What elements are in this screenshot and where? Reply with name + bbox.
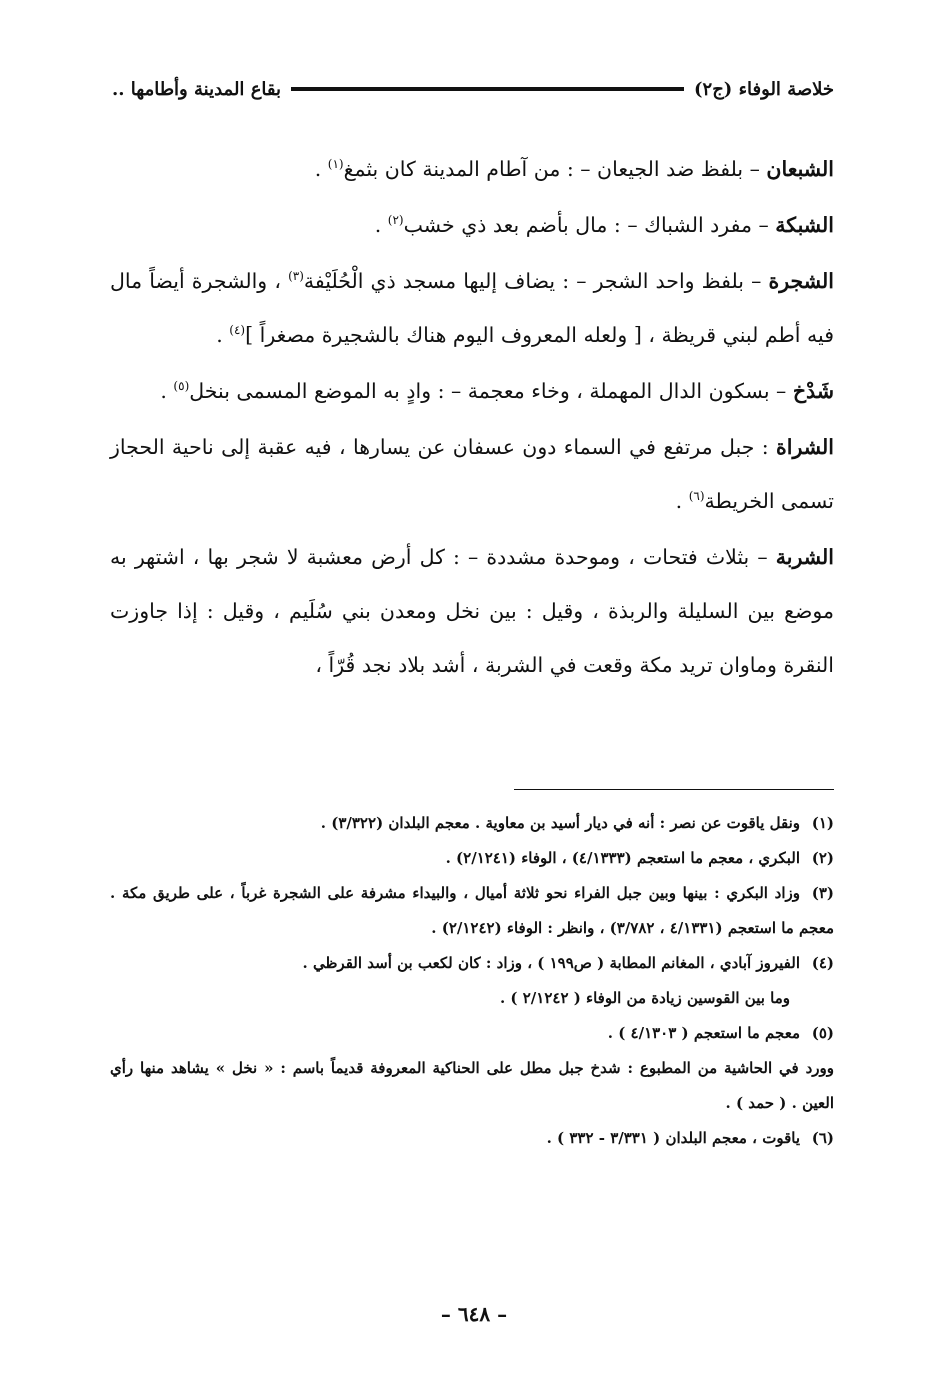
footnotes [110,806,834,1156]
footnote-number: (٤) [811,954,834,972]
footnote-text: وزاد البكري : بينها وبين جبل الفراء نحو ثلاثة أميال ، والبيداء مشرفة على الشجرة غرباً ، على طريق مكة . معجم ما استعجم (٤/١٣٣١ ، ٣/٧٨٢) ، وانظر : الوفاء (٢/١٢٤٢) . [110,884,834,937]
footnote-text: معجم ما استعجم ( ٤/١٣٠٣ ) . [607,1024,800,1042]
footnote-3 [110,876,834,946]
entry-head: الشربة [775,545,834,569]
page-number: – ٦٤٨ – [440,1302,508,1326]
entry-tail: . [314,157,328,181]
entry-tail: . [216,323,230,347]
entry-text: – بثلاث فتحات ، وموحدة مشددة – : كل أرض معشبة لا شجر بها ، اشتهر به موضع بين السليلة والربذة ، وقيل : بين نخل ومعدن بني سُلَيم ، وقيل : إذا جاوزت النقرة وماوان تريد مكة وقعت في الشربة ، أشد بلاد نجد قُرّاً ، [110,545,834,677]
entry-shadkh [110,364,834,418]
entry-sharaba [110,530,834,692]
footnote-text: الفيروز آبادي ، المغانم المطابة ( ص١٩٩ ) ، وزاد : كان لكعب بن أسد القرظي . [302,954,800,972]
footnote-number: (٣) [811,884,834,902]
entry-shabaka [110,198,834,252]
footnote-ref: (٤) [229,323,246,338]
footnote-number: (٦) [811,1129,834,1147]
book-title: خلاصة الوفاء (ج٢) [693,78,834,100]
footnote-text: ونقل ياقوت عن نصر : أنه في ديار أسيد بن معاوية . معجم البلدان (٣/٣٢٢) . [320,814,800,832]
footnote-ref: (٣) [288,269,304,284]
entry-head: شَدْخ [792,379,834,403]
footnote-5 [110,1016,834,1051]
entry-head: الشبكة [775,213,834,237]
entry-tail: ، والشجرة أيضاً مال فيه أطم لبني قريظة ، [ ولعله المعروف اليوم هناك بالشجيرة مصغراً ] [110,269,834,347]
entry-text: – مفرد الشباك – : مال بأضم بعد ذي خشب [403,213,776,237]
footnote-4-continuation: وما بين القوسين زيادة من الوفاء ( ٢/١٢٤٢ ) . [499,989,790,1007]
entry-head: الشجرة [768,269,834,293]
footnote-ref: (٥) [173,379,190,394]
entry-shabaan [110,142,834,196]
entry-head: الشراة [776,435,834,459]
footnote-2 [110,841,834,876]
entry-text: : جبل مرتفع في السماء دون عسفان عن يسارها ، فيه عقبة إلى ناحية الحجاز تسمى الخريطة [110,435,834,513]
footnote-text: ياقوت ، معجم البلدان ( ٣/٣٣١ - ٣٣٢ ) . [546,1129,800,1147]
running-header [112,72,834,106]
entry-tail: . [675,489,689,513]
header-rule [291,87,684,91]
entry-tail: . [160,379,174,403]
footnote-divider [514,789,834,790]
footnote-ref: (١) [327,157,344,172]
footnote-5-continuation: وورد في الحاشية من المطبوع : شدخ جبل مطل على الحناكية المعروفة قديماً باسم : « نخل » يشاهد منها رأي العين . ( حمد ) . [110,1059,834,1112]
footnote-number: (٥) [811,1024,834,1042]
entry-text: – بلفظ ضد الجيعان – : من آطام المدينة كان بثمغ [343,157,767,181]
main-text [110,142,834,694]
footnote-number: (١) [811,814,834,832]
entry-shurah [110,420,834,528]
footnote-text: البكري ، معجم ما استعجم (٤/١٣٣٣) ، الوفاء (٢/١٢٤١) . [445,849,800,867]
entry-text: – بسكون الدال المهملة ، وخاء معجمة – : وادٍ به الموضع المسمى بنخل [189,379,793,403]
entry-shajara [110,254,834,362]
footnote-1 [110,806,834,841]
footnote-4 [110,946,834,981]
entry-text: – بلفظ واحد الشجر – : يضاف إليها مسجد ذي الْحُلَيْفة [303,269,769,293]
entry-tail: . [374,213,388,237]
footnote-number: (٢) [811,849,834,867]
footnote-6 [110,1121,834,1156]
section-title: بقاع المدينة وأطامها .. [112,78,282,100]
entry-head: الشبعان [766,157,834,181]
footnote-ref: (٦) [688,489,705,504]
footnote-ref: (٢) [387,213,404,228]
